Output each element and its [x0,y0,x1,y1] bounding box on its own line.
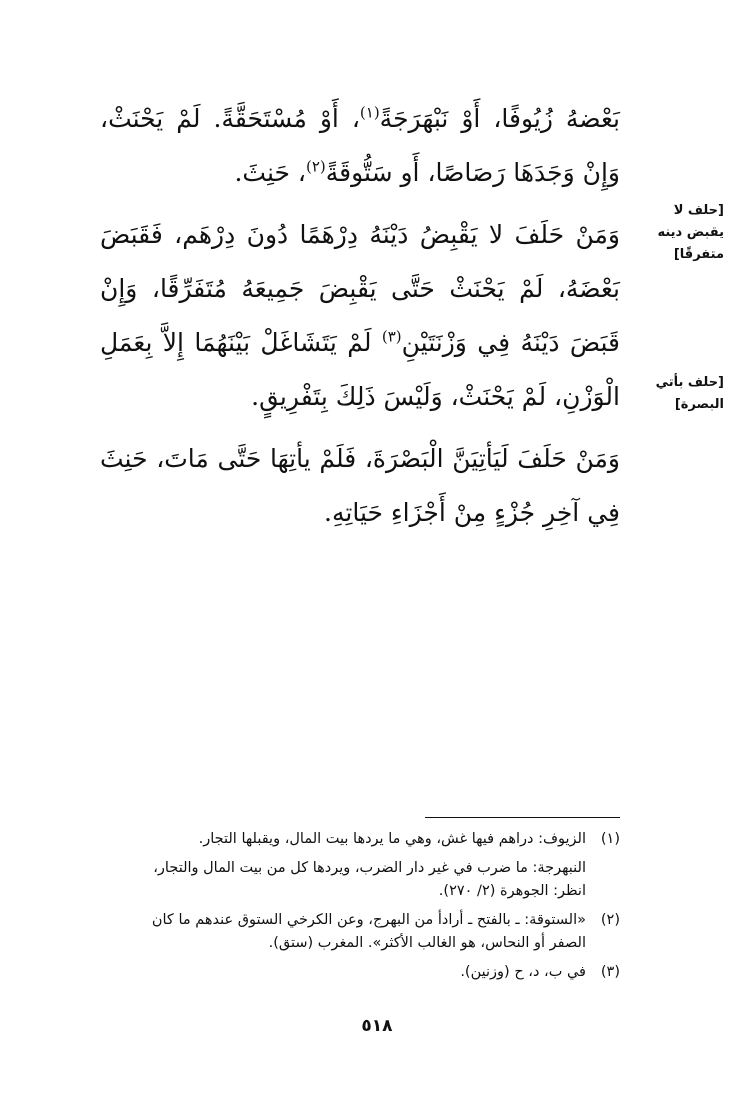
footnote-3-number: (٣) [600,964,620,980]
footnote-ref-1: (١) [359,103,380,122]
page-number: ٥١٨ [361,1016,393,1036]
margin-note-1: [حلف لا يقبض دينه متفرقًا] [657,203,724,262]
paragraph-3 [100,432,620,540]
footnote-3 [100,961,620,984]
main-text [100,92,620,548]
paragraph-1-text-c: ، حَنِثَ. [234,158,306,187]
footnote-2-line-1: «الستوقة: ـ بالفتح ـ أرادأ من البهرج، وعن الكرخي الستوق عندهم ما كان [151,912,586,928]
footnote-separator [425,817,620,818]
paragraph-1-text-b: ، أَوْ مُسْتَحَقَّةً. لَمْ يَحْنَثْ، وَإِنْ وَجَدَهَا رَصَاصًا، أَو سَتُّوقَةً [100,104,620,187]
paragraph-1-text-a: بَعْضهُ زُيُوفًا، أَوْ نَبْهَرَجَةً [379,104,620,133]
footnote-1-number: (١) [600,831,620,847]
footnote-ref-2: (٢) [305,157,326,176]
paragraph-2-text-b: لَمْ يَتَشَاغَلْ بَيْنَهُمَا إِلاَّ بِعَمَلِ الْوَزْنِ، لَمْ يَحْنَثْ، وَلَيْسَ ذَلِكَ بِتَفْرِيقٍ. [100,328,620,411]
footnote-2-number: (٢) [600,912,620,928]
margin-note-2: [حلف بأتي البصرة] [655,375,724,412]
footnote-1-line-3: انظر: الجوهرة (٢/ ٢٧٠). [438,883,586,899]
footnote-1-line-2: النبهرجة: ما ضرب في غير دار الضرب، ويردها كل من بيت المال والتجار، [153,860,586,876]
footnote-1-continuation [100,857,620,903]
footnote-1 [100,828,620,851]
paragraph-2 [100,208,620,424]
paragraph-3-text: وَمَنْ حَلَفَ لَيَأتِيَنَّ الْبَصْرَةَ، فَلَمْ يأتِهَا حَتَّى مَاتَ، حَنِثَ فِي آخِرِ جُزْءٍ مِنْ أَجْزَاءِ حَيَاتِهِ. [100,444,620,527]
footnote-3-text: في ب، د، ح (وزنين). [460,964,586,980]
paragraph-2-text-a: وَمَنْ حَلَفَ لا يَقْبِضُ دَيْنَهُ دِرْهَمًا دُونَ دِرْهَم، فَقَبَضَ بَعْضَهُ، لَمْ يَحْنَثْ حَتَّى يَقْبِضَ جَمِيعَهُ مُتَفَرِّقًا، وَإِنْ قَبَضَ دَيْنَهُ فِي وَزْنَتَيْنِ [100,220,620,357]
footnote-1-text: الزيوف: دراهم فيها غش، وهي ما يردها بيت المال، ويقبلها التجار. [198,831,586,847]
paragraph-1 [100,92,620,200]
footnote-2 [100,909,620,955]
footnote-ref-3: (٣) [381,327,402,346]
footnote-2-line-2: الصفر أو النحاس، هو الغالب الأكثر». المغرب (ستق). [268,935,586,951]
footnotes [100,828,620,990]
